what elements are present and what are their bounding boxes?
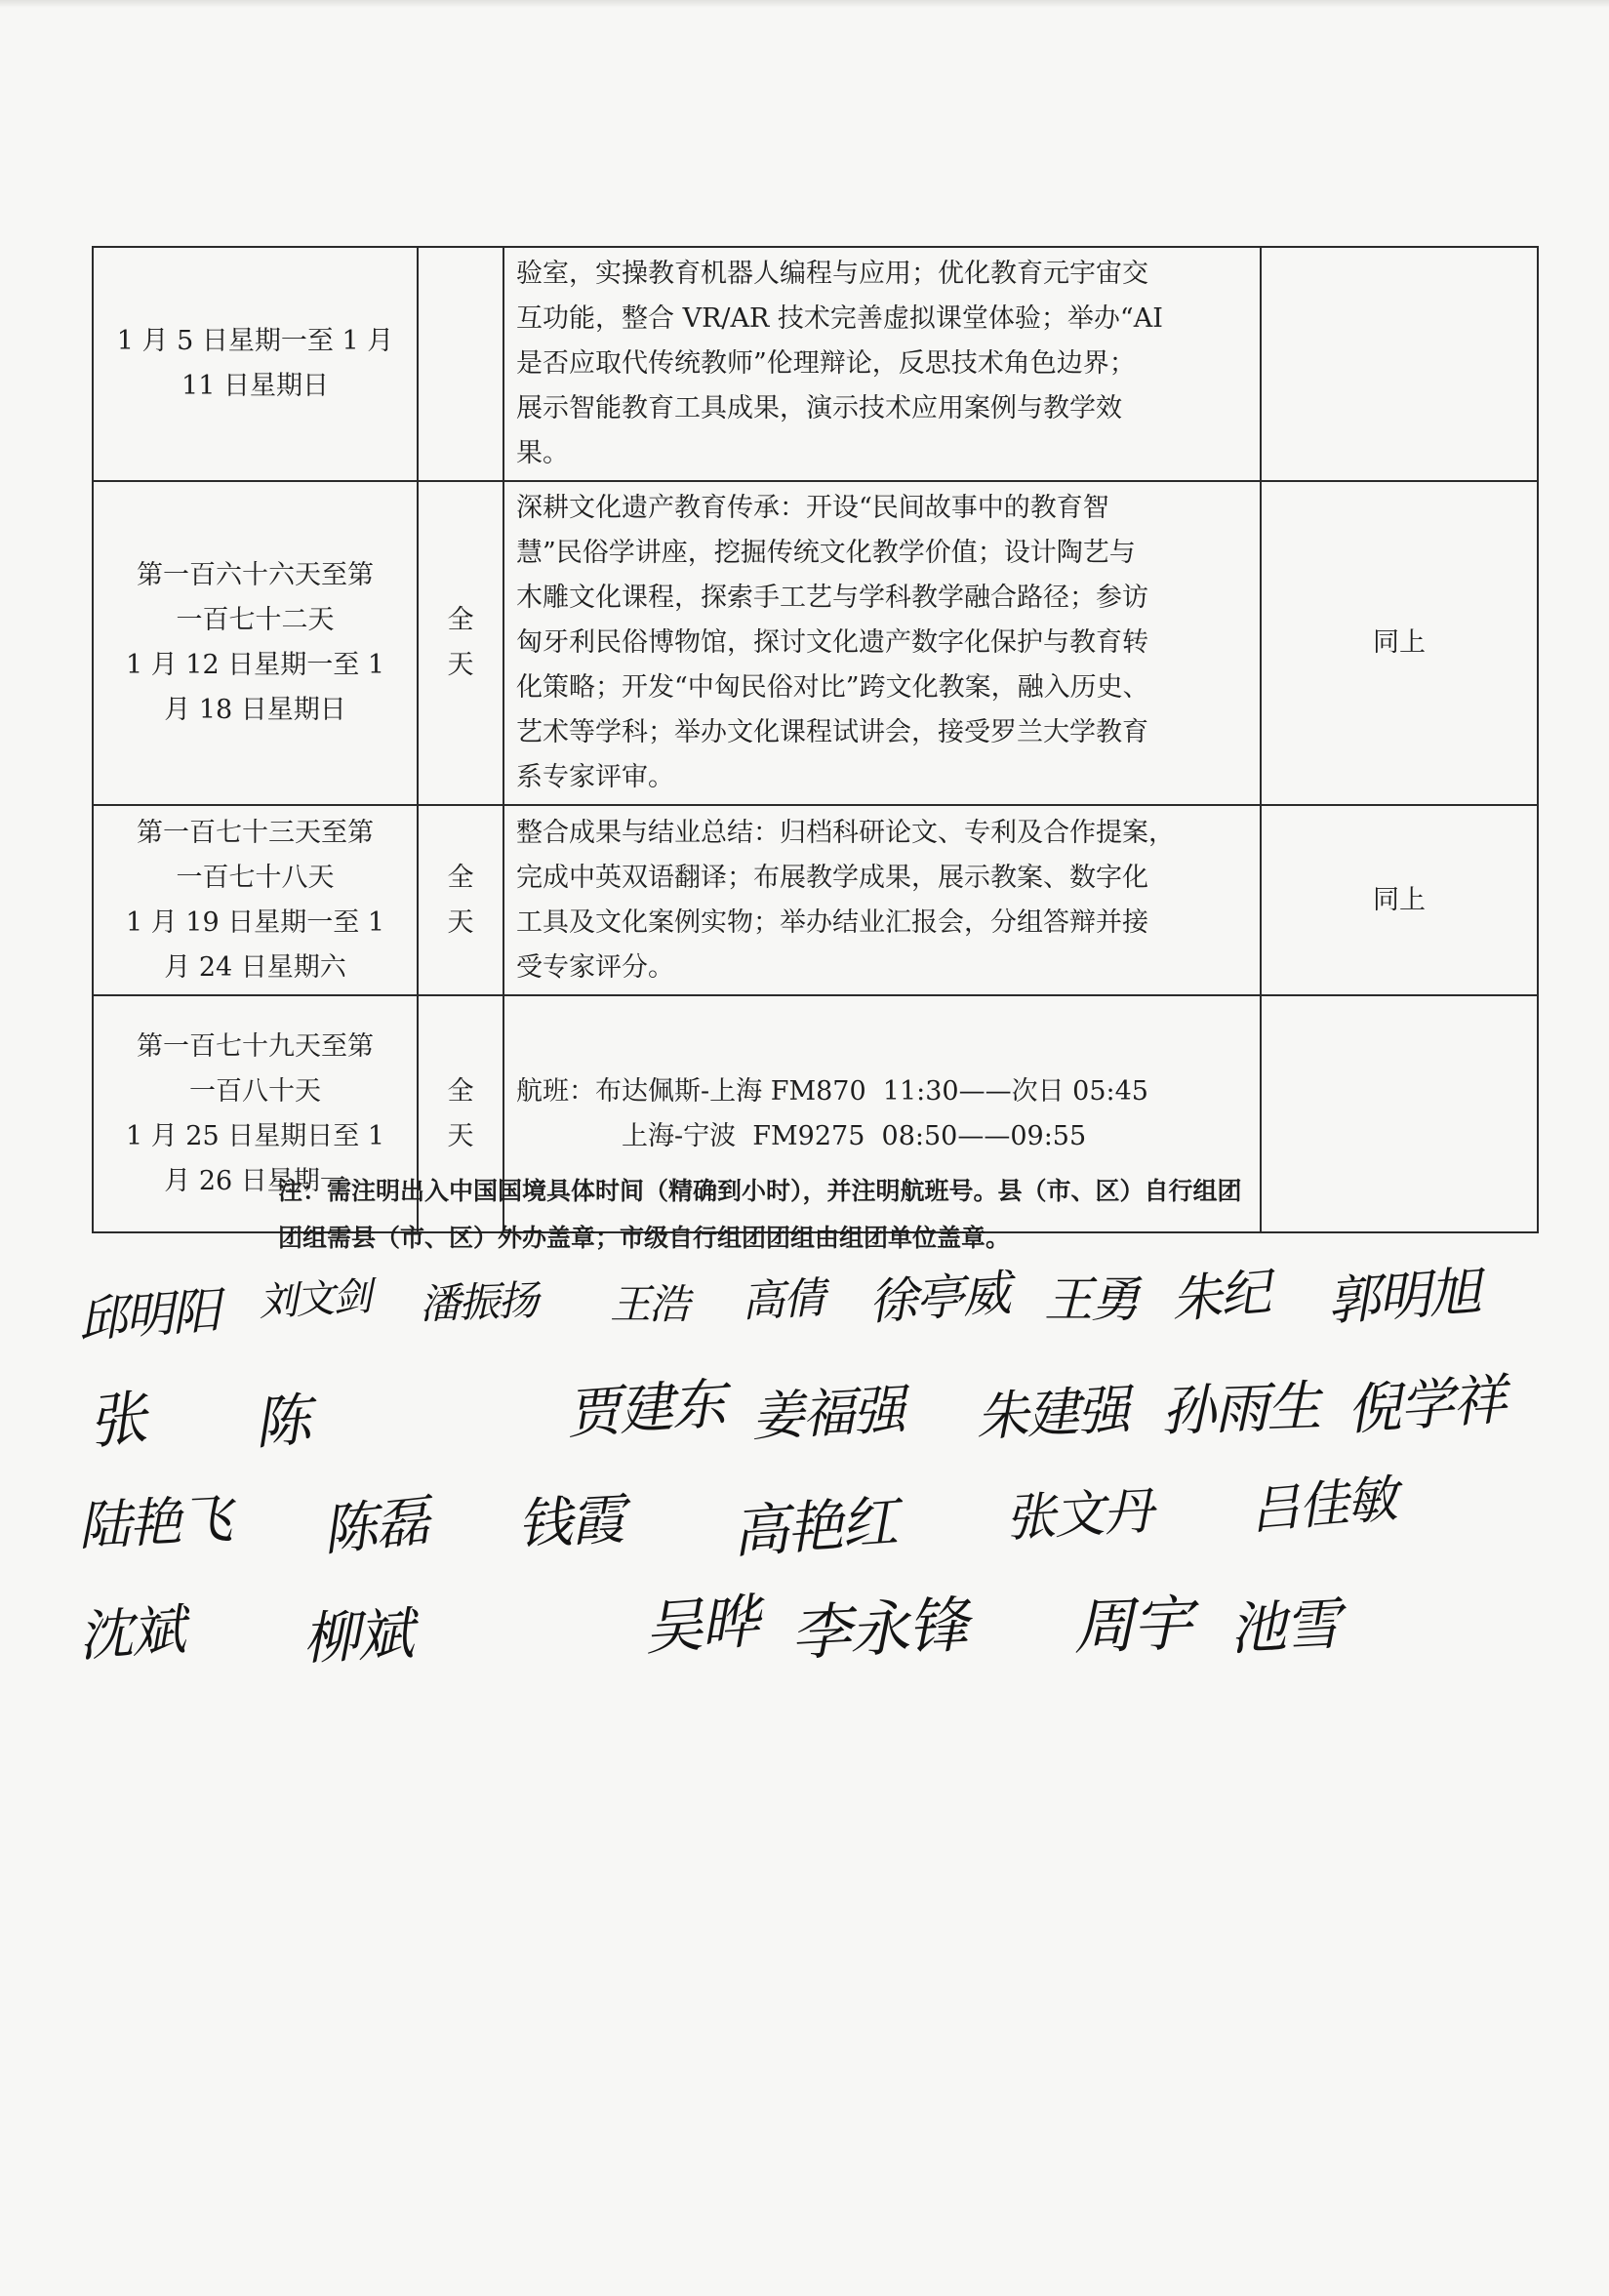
activity-text: 是否应取代传统教师”伦理辩论，反思技术角色边界；	[516, 348, 1136, 379]
signature: 周宇	[1071, 1587, 1192, 1664]
table-row	[93, 805, 1538, 995]
note-cell	[1261, 805, 1538, 995]
date-text: 月 24 日星期六	[164, 951, 346, 983]
activity-text: 展示智能教育工具成果，演示技术应用案例与教学效	[516, 393, 1122, 423]
signature: 钱霞	[515, 1488, 624, 1557]
date-text: 月 26 日星期一	[164, 1165, 346, 1196]
signature: 朱纪	[1169, 1263, 1271, 1331]
signature: 王浩	[610, 1280, 689, 1328]
activity-text: 木雕文化课程，探索手工艺与学科教学融合路径；参访	[516, 583, 1148, 613]
activity-text: 互功能，整合 VR/AR 技术完善虚拟课堂体验；举办“AI	[516, 303, 1163, 334]
activity-text: 验室，实操教育机器人编程与应用；优化教育元宇宙交	[516, 259, 1148, 289]
time-text: 全	[447, 862, 474, 893]
date-cell	[93, 481, 418, 805]
date-text: 一百七十二天	[176, 605, 335, 635]
activity-cell	[503, 247, 1261, 481]
note-text: 同上	[1373, 884, 1426, 915]
signature: 沈斌	[76, 1598, 186, 1670]
signature: 邱明阳	[76, 1282, 221, 1349]
signature: 陈磊	[319, 1489, 431, 1564]
activity-text: 工具及文化案例实物；举办结业汇报会，分组答辩并接	[516, 906, 1148, 938]
signature: 郭明旭	[1325, 1260, 1482, 1333]
signature: 张	[85, 1384, 149, 1458]
activity-text: 匈牙利民俗博物馆，探讨文化遗产数字化保护与教育转	[516, 627, 1148, 658]
date-text: 月 18 日星期日	[164, 695, 346, 725]
activity-cell	[503, 481, 1261, 805]
footnote-line: 团组需县（市、区）外办盖章；市级自行组团团组由组团单位盖章。	[278, 1224, 1011, 1252]
time-text: 全	[447, 1075, 474, 1107]
activity-text: 深耕文化遗产教育传承：开设“民间故事中的教育智	[516, 493, 1109, 523]
activity-text: 受专家评分。	[516, 951, 674, 983]
time-cell	[418, 247, 503, 481]
signature: 姜福强	[749, 1378, 905, 1449]
activity-text: 系专家评审。	[516, 762, 674, 792]
date-cell	[93, 805, 418, 995]
signature: 陈	[251, 1386, 312, 1458]
signature: 贾建东	[564, 1372, 727, 1447]
footnote-line: 注：需注明出入中国国境具体时间（精确到小时），并注明航班号。县（市、区）自行组团	[278, 1177, 1242, 1205]
signature: 吴晔	[642, 1588, 760, 1664]
footnote	[0, 1168, 1609, 1262]
note-cell	[1261, 481, 1538, 805]
note-text: 同上	[1373, 627, 1426, 658]
note-cell	[1261, 247, 1538, 481]
signature: 李永锋	[788, 1589, 969, 1670]
activity-text: 化策略；开发“中匈民俗对比”跨文化教案，融入历史、	[516, 672, 1149, 703]
signature: 张文丹	[1003, 1482, 1153, 1549]
scan-edge	[0, 0, 1609, 8]
flight-line	[516, 1069, 1248, 1114]
date-text: 第一百七十三天至第	[137, 817, 374, 848]
flight-label: 航班：	[516, 1075, 595, 1107]
time-cell	[418, 481, 503, 805]
signature: 徐亭威	[866, 1265, 1012, 1331]
table-row	[93, 481, 1538, 805]
activity-text: 果。	[516, 438, 569, 468]
signature: 吕佳敏	[1247, 1470, 1398, 1542]
time-text: 天	[447, 1120, 474, 1151]
itinerary-table	[92, 246, 1539, 1233]
signature: 朱建强	[974, 1378, 1130, 1449]
flight-text: 布达佩斯-上海 FM870 11:30——次日 05:45	[595, 1075, 1148, 1107]
date-text: 第一百七十九天至第	[137, 1030, 374, 1062]
date-text: 11 日星期日	[181, 371, 329, 401]
date-text: 1 月 12 日星期一至 1	[125, 650, 385, 680]
activity-cell	[503, 805, 1261, 995]
signature: 孙雨生	[1160, 1375, 1321, 1444]
date-text: 一百七十八天	[176, 862, 335, 893]
signature: 高倩	[740, 1272, 825, 1328]
date-cell	[93, 247, 418, 481]
signature: 王勇	[1044, 1271, 1138, 1328]
signature: 高艳红	[730, 1488, 899, 1566]
time-text: 天	[447, 906, 474, 938]
date-text: 一百八十天	[189, 1075, 321, 1107]
signature: 柳斌	[301, 1600, 414, 1672]
activity-text: 慧”民俗学讲座，挖掘传统文化教学价值；设计陶艺与	[516, 538, 1136, 568]
date-text: 1 月 19 日星期一至 1	[125, 906, 385, 938]
table-row	[93, 247, 1538, 481]
date-text: 1 月 5 日星期一至 1 月	[116, 326, 394, 356]
signature: 倪学祥	[1345, 1368, 1508, 1443]
date-text: 第一百六十六天至第	[137, 560, 374, 590]
flight-text: 上海-宁波 FM9275 08:50——09:55	[622, 1120, 1087, 1151]
time-cell	[418, 805, 503, 995]
signature: 潘振扬	[419, 1275, 538, 1329]
signature: 刘文剑	[258, 1274, 372, 1325]
activity-text: 艺术等学科；举办文化课程试讲会，接受罗兰大学教育	[516, 717, 1148, 747]
time-text: 全	[447, 605, 474, 635]
signature: 池雪	[1227, 1591, 1341, 1663]
date-text: 1 月 25 日星期日至 1	[125, 1120, 385, 1151]
activity-text: 整合成果与结业总结：归档科研论文、专利及合作提案，	[516, 817, 1175, 848]
activity-text: 完成中英双语翻译；布展教学成果，展示教案、数字化	[516, 862, 1148, 893]
signature-area	[59, 1249, 1542, 1717]
time-text: 天	[447, 650, 474, 680]
signature: 陆艳飞	[76, 1487, 232, 1558]
